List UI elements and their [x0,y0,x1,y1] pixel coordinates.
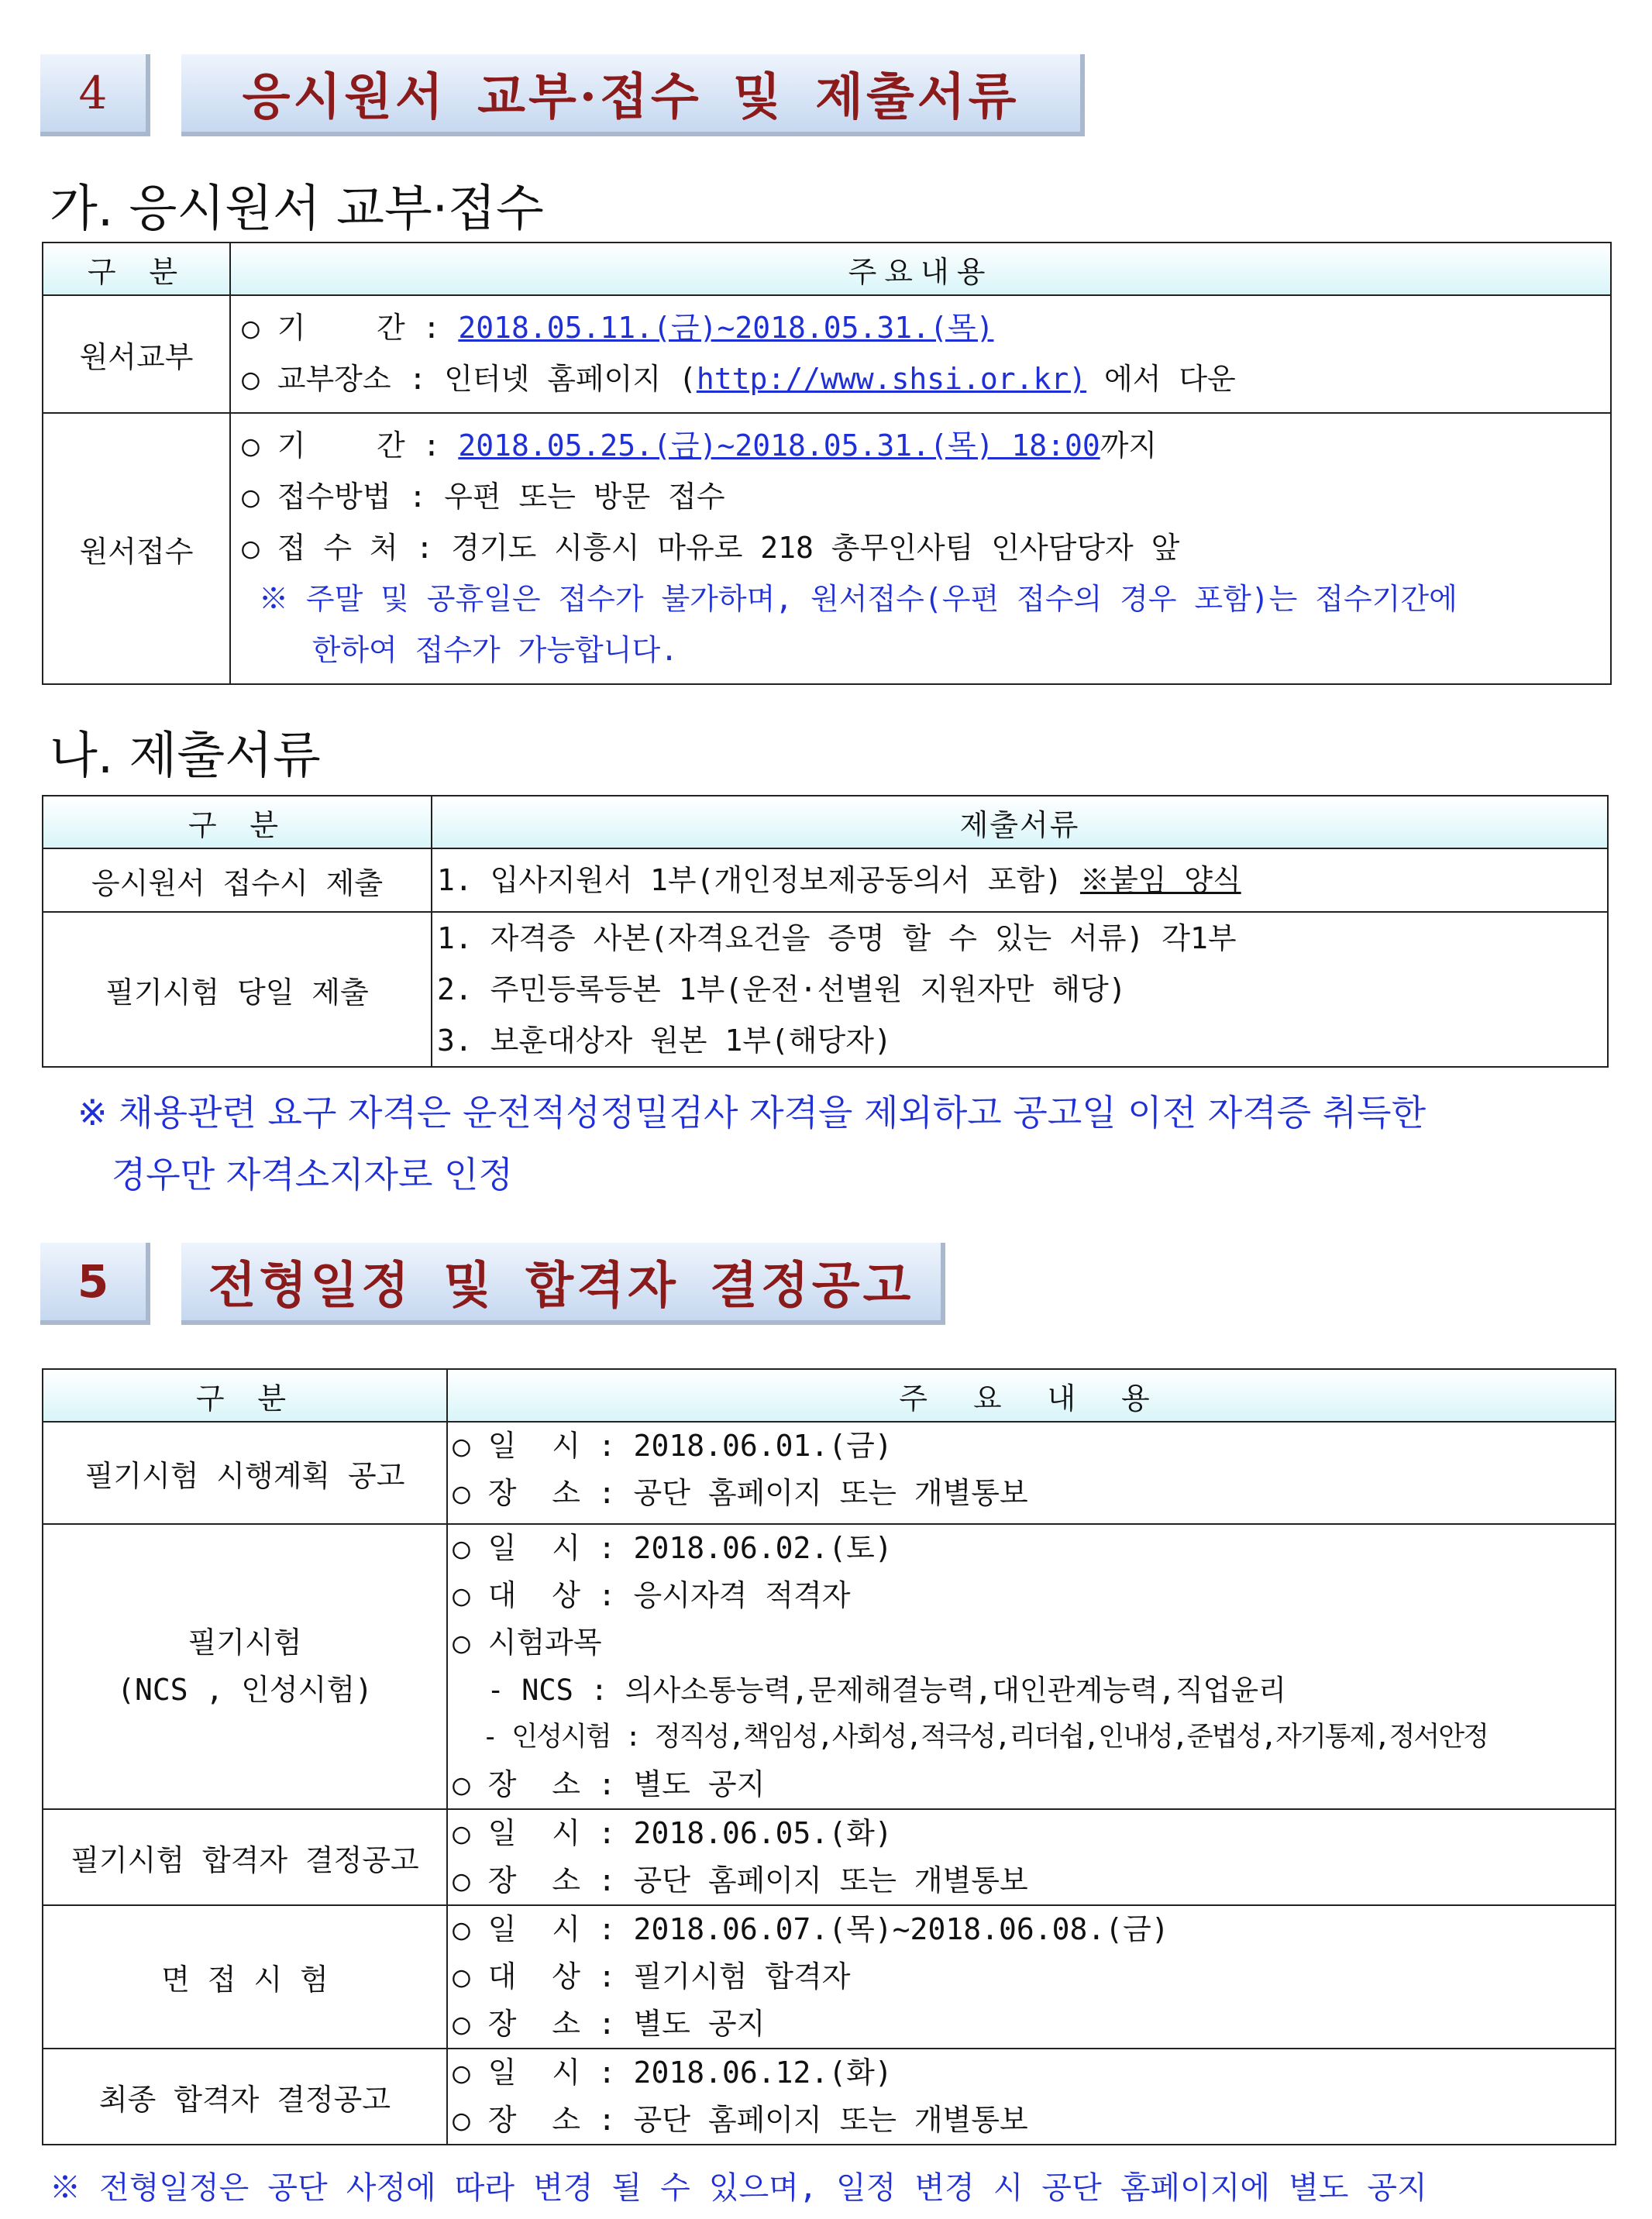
row-line: ○ 대 상 : 응시자격 적격자 [453,1578,851,1612]
table-header-content: 주 요 내 용 [447,1369,1616,1422]
row-line: - NCS : 의사소통능력,문제해결능력,대인관계능력,직업윤리 [453,1674,1286,1707]
row-line: ○ 기 간 : 2018.05.25.(금)~2018.05.31.(목) 18:00까지 [242,428,1158,463]
subsection-a-heading: 가. 응시원서 교부·접수 [50,181,544,238]
table-row [43,848,1608,912]
row-content [432,848,1608,912]
table-row [43,1905,1616,2049]
row-line: ○ 기 간 : 2018.05.11.(금)~2018.05.31.(목) [242,311,994,345]
row-note: 한하여 접수가 가능합니다. [259,633,679,667]
period-link[interactable]: 2018.05.11.(금)~2018.05.31.(목) [458,311,994,345]
row-category: 면 접 시 험 [43,1905,447,2049]
row-line: ○ 일 시 : 2018.06.07.(목)~2018.06.08.(금) [453,1912,1169,1946]
row-line: ○ 교부장소 : 인터넷 홈페이지 (http://www.shsi.or.kr) 에서 다운 [242,362,1236,396]
row-line: ○ 장 소 : 공단 홈페이지 또는 개별통보 [453,1476,1028,1510]
documents-table [42,795,1609,1068]
table-header-content: 주요내용 [230,243,1611,295]
row-line: 3. 보훈대상자 원본 1부(해당자) [437,1023,892,1058]
table-row [43,1809,1616,1905]
row-line: ○ 일 시 : 2018.06.12.(화) [453,2056,893,2090]
row-line: ○ 접수방법 : 우편 또는 방문 접수 [242,480,725,514]
section4-header [40,54,1048,141]
row-line: ○ 장 소 : 공단 홈페이지 또는 개별통보 [453,2103,1028,2137]
table-row [43,295,1611,413]
row-content [230,295,1611,413]
row-line: - 인성시험 : 정직성,책임성,사회성,적극성,리더쉽,인내성,준법성,자기통제,정서안정 [453,1722,1488,1753]
row-line: ○ 시험과목 [453,1626,602,1660]
row-category: 필기시험 당일 제출 [43,912,432,1067]
row-category-line: 필기시험 [188,1626,302,1660]
qualification-note: 경우만 자격소지자로 인정 [77,1154,513,1196]
row-line: ○ 일 시 : 2018.06.02.(토) [453,1531,893,1565]
section5-number: 5 [40,1243,150,1325]
row-category: 필기시험 합격자 결정공고 [43,1809,447,1905]
row-line: 1. 자격증 사본(자격요건을 증명 할 수 있는 서류) 각1부 [437,921,1237,955]
table-row [43,413,1611,684]
row-category: 원서접수 [43,413,230,684]
row-line: 1. 입사지원서 1부(개인정보제공동의서 포함) ※붙임 양식 [437,863,1241,897]
row-line: ○ 장 소 : 별도 공지 [453,1767,766,1801]
row-content [230,413,1611,684]
homepage-link[interactable]: http://www.shsi.or.kr) [696,362,1087,396]
row-category-line: (NCS , 인성시험) [117,1673,373,1707]
table-header-category: 구 분 [43,243,230,295]
schedule-table [42,1368,1616,2145]
subsection-b-heading: 나. 제출서류 [50,728,321,785]
table-header-category: 구 분 [43,796,432,848]
row-line: ○ 일 시 : 2018.06.01.(금) [453,1429,893,1463]
table-header-row [43,1369,1616,1422]
row-content [447,1905,1616,2049]
table-header-row [43,796,1608,848]
attachment-form-link[interactable]: ※붙임 양식 [1079,863,1241,897]
row-category: 필기시험 시행계획 공고 [43,1422,447,1524]
row-content [432,912,1608,1067]
row-line: ○ 장 소 : 별도 공지 [453,2007,766,2041]
application-table [42,242,1612,685]
row-line: ○ 장 소 : 공단 홈페이지 또는 개별통보 [453,1863,1028,1897]
row-category: 최종 합격자 결정공고 [43,2049,447,2145]
table-row [43,912,1608,1067]
period-link[interactable]: 2018.05.25.(금)~2018.05.31.(목) 18:00 [458,428,1100,463]
row-category: 원서교부 [43,295,230,413]
table-row [43,1524,1616,1809]
section5-title: 전형일정 및 합격자 결정공고 [181,1243,945,1325]
table-row [43,2049,1616,2145]
qualification-note: ※ 채용관련 요구 자격은 운전적성정밀검사 자격을 제외하고 공고일 이전 자격증 취득한 [77,1092,1427,1134]
section4-number: 4 [40,54,150,136]
row-content [447,2049,1616,2145]
section4-title: 응시원서 교부·접수 및 제출서류 [181,54,1085,136]
row-note: ※ 주말 및 공휴일은 접수가 불가하며, 원서접수(우편 접수의 경우 포함)는 접수기간에 [259,582,1458,616]
row-line: 2. 주민등록등본 1부(운전·선별원 지원자만 해당) [437,972,1127,1006]
row-content [447,1422,1616,1524]
section5-header [40,1243,914,1330]
table-header-content: 제출서류 [432,796,1608,848]
table-row [43,1422,1616,1524]
row-category: 응시원서 접수시 제출 [43,848,432,912]
row-content [447,1524,1616,1809]
schedule-note: ※ 전형일정은 공단 사정에 따라 변경 될 수 있으며, 일정 변경 시 공단 홈페이지에 별도 공지 [50,2170,1427,2206]
row-content [447,1809,1616,1905]
row-line: ○ 대 상 : 필기시험 합격자 [453,1959,851,1994]
table-header-category: 구 분 [43,1369,447,1422]
table-header-row [43,243,1611,295]
row-category [43,1524,447,1809]
row-line: ○ 일 시 : 2018.06.05.(화) [453,1816,893,1850]
row-line: ○ 접 수 처 : 경기도 시흥시 마유로 218 총무인사팀 인사담당자 앞 [242,531,1180,565]
